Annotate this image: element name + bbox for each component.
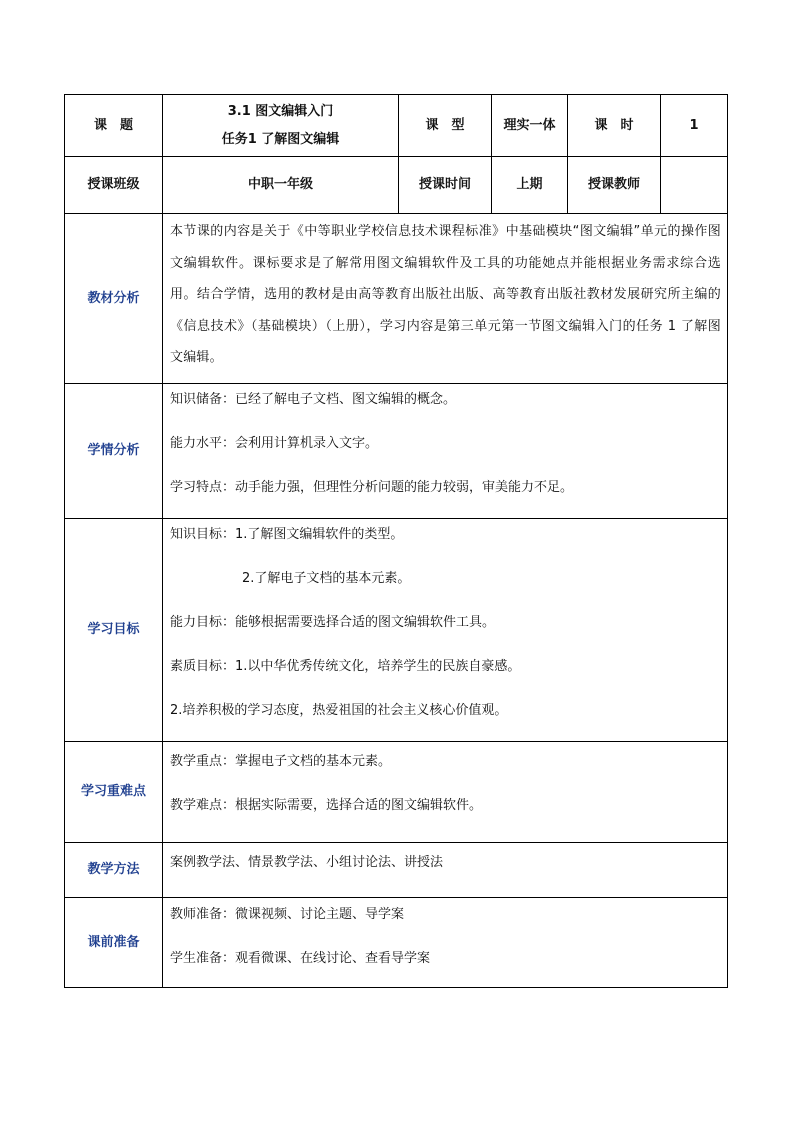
- material-row: [65, 214, 728, 384]
- prep-content: [163, 898, 728, 988]
- time-label: 授课时间: [399, 157, 492, 214]
- prep-row: [65, 898, 728, 988]
- teacher-label: 授课教师: [568, 157, 661, 214]
- keypoints-row: [65, 742, 728, 843]
- hours-value: 1: [661, 95, 728, 157]
- material-text: 本节课的内容是关于《中等职业学校信息技术课程标准》中基础模块“图文编辑”单元的操作图文编辑软件。课标要求是了解常用图文编辑软件及工具的功能她点并能根据业务需求综合选用。结合学情，选用的教材是由高等教育出版社出版、高等教育出版社教材发展研究所主编的《信息技术》（基础模块）（上册），学习内容是第三单元第一节图文编辑入门的任务 1 了解图文编辑。: [170, 224, 721, 365]
- methods-text: 案例教学法、情景教学法、小组讨论法、讲授法: [170, 855, 444, 870]
- topic-line-1: 3.1 图文编辑入门: [227, 103, 334, 119]
- methods-row: [65, 843, 728, 898]
- goal-ability: 能力目标：能够根据需要选择合适的图文编辑软件工具。: [170, 615, 496, 630]
- students-content: [163, 384, 728, 519]
- goal-quality-2: 2.培养积极的学习态度，热爱祖国的社会主义核心价值观。: [170, 703, 508, 718]
- type-value: 理实一体: [492, 95, 568, 157]
- topic-line-2: 任务1 了解图文编辑: [221, 131, 340, 147]
- hours-label: 课 时: [568, 95, 661, 157]
- time-value: 上期: [492, 157, 568, 214]
- goals-row: [65, 519, 728, 742]
- prep-teacher: 教师准备：微课视频、讨论主题、导学案: [170, 907, 405, 922]
- topic-label: 课 题: [65, 95, 163, 157]
- keypoint-focus: 教学重点：掌握电子文档的基本元素。: [170, 754, 392, 769]
- keypoints-content: [163, 742, 728, 843]
- students-line-ability: 能力水平：会利用计算机录入文字。: [170, 436, 379, 451]
- material-content: [163, 214, 728, 384]
- class-value: 中职一年级: [163, 157, 399, 214]
- methods-content: [163, 843, 728, 898]
- class-row: [65, 157, 728, 214]
- goal-knowledge-2: 2.了解电子文档的基本元素。: [242, 571, 411, 586]
- topic-cell: [163, 95, 399, 157]
- prep-label: 课前准备: [65, 898, 163, 988]
- keypoint-difficulty: 教学难点：根据实际需要，选择合适的图文编辑软件。: [170, 798, 483, 813]
- class-label: 授课班级: [65, 157, 163, 214]
- goal-knowledge-1: 知识目标：1.了解图文编辑软件的类型。: [170, 527, 404, 542]
- students-row: [65, 384, 728, 519]
- goals-label: 学习目标: [65, 519, 163, 742]
- teacher-value: [661, 157, 728, 214]
- goal-quality-1: 素质目标：1.以中华优秀传统文化，培养学生的民族自豪感。: [170, 659, 521, 674]
- lesson-plan-table: [64, 94, 728, 988]
- material-label: 教材分析: [65, 214, 163, 384]
- students-line-knowledge: 知识储备：已经了解电子文档、图文编辑的概念。: [170, 392, 457, 407]
- methods-label: 教学方法: [65, 843, 163, 898]
- type-label: 课 型: [399, 95, 492, 157]
- students-line-traits: 学习特点：动手能力强，但理性分析问题的能力较弱，审美能力不足。: [170, 480, 574, 495]
- goals-content: [163, 519, 728, 742]
- keypoints-label: 学习重难点: [65, 742, 163, 843]
- students-label: 学情分析: [65, 384, 163, 519]
- prep-student: 学生准备：观看微课、在线讨论、查看导学案: [170, 951, 431, 966]
- header-row: [65, 95, 728, 157]
